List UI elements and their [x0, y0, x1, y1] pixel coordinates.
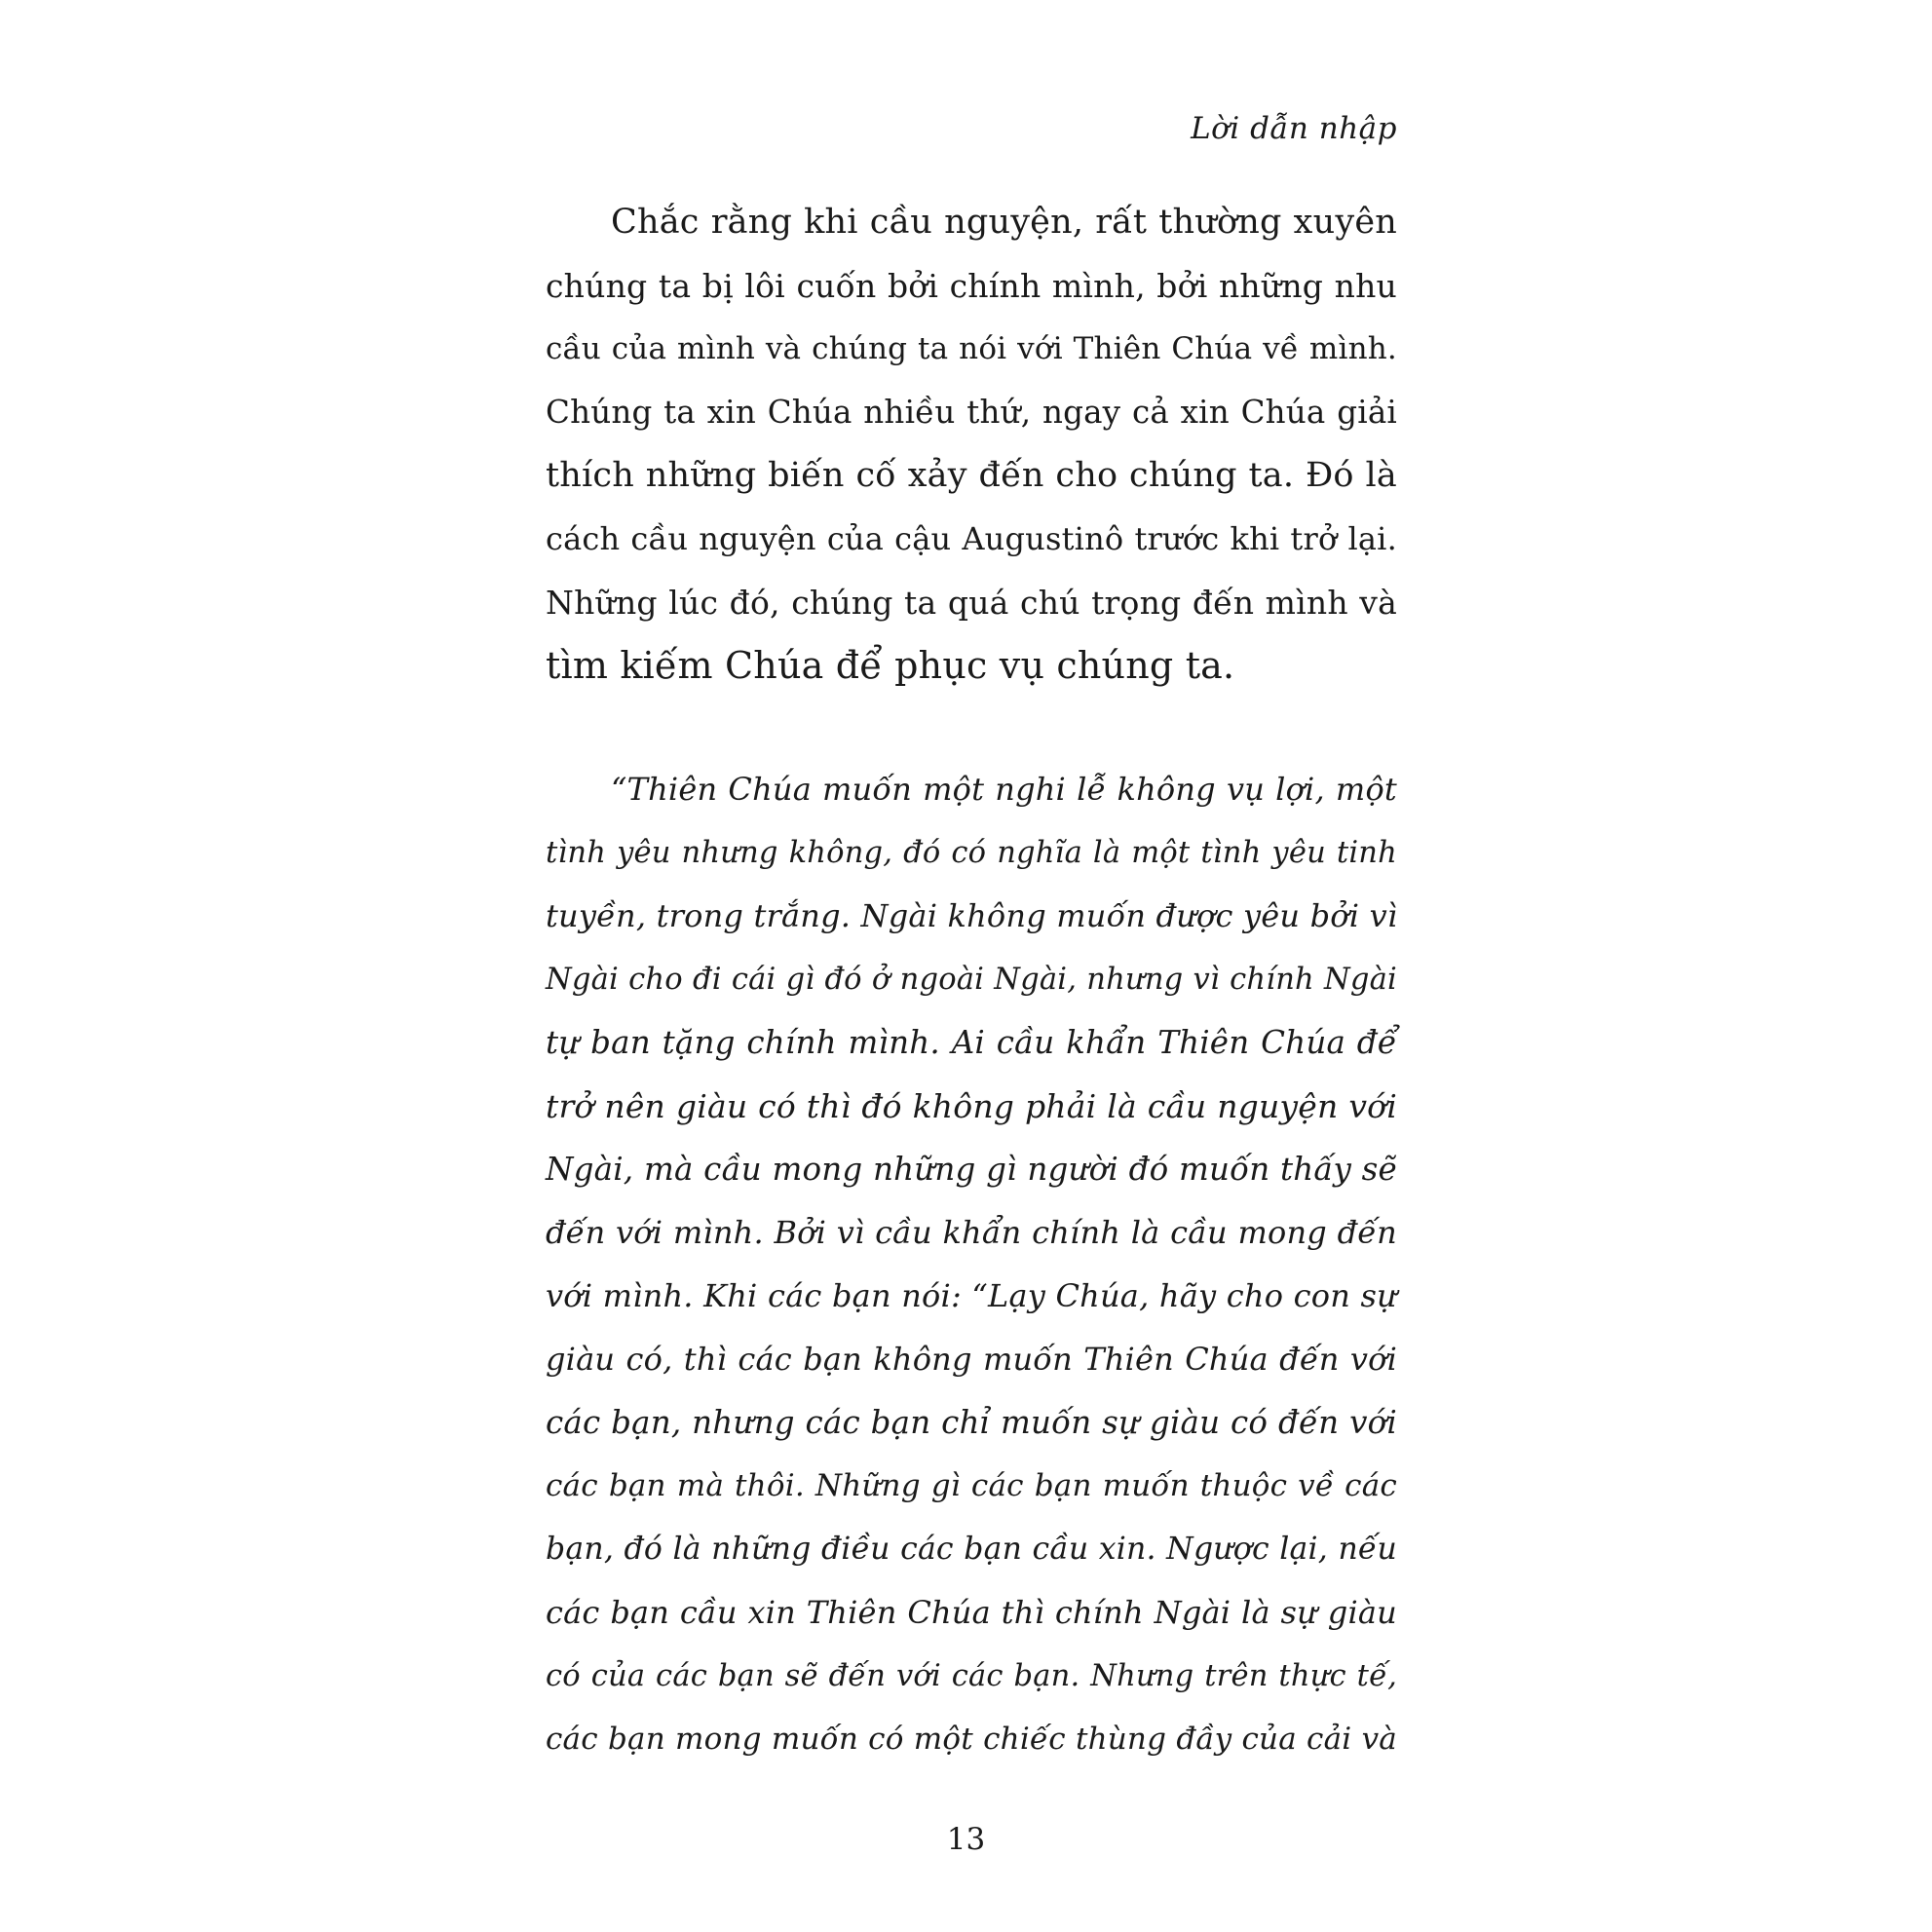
text-line: Ngài cho đi cái gì đó ở ngoài Ngài, nhưng vì chính Ngài — [546, 963, 1397, 997]
text-line: các bạn cầu xin Thiên Chúa thì chính Ngài là sự giàu — [546, 1594, 1397, 1631]
text-line: cầu của mình và chúng ta nói với Thiên Chúa về mình. — [546, 331, 1397, 366]
text-line: bạn, đó là những điều các bạn cầu xin. Ngược lại, nếu — [546, 1532, 1397, 1567]
text-line: các bạn mà thôi. Những gì các bạn muốn thuộc về các — [546, 1468, 1397, 1503]
text-line: thích những biến cố xảy đến cho chúng ta. Đó là — [546, 456, 1397, 495]
text-line: các bạn mong muốn có một chiếc thùng đầy của cải và — [546, 1722, 1397, 1757]
text-line: cách cầu nguyện của cậu Augustinô trước khi trở lại. — [546, 520, 1397, 557]
text-line: giàu có, thì các bạn không muốn Thiên Chúa đến với — [546, 1341, 1397, 1378]
text-line: tình yêu nhưng không, đó có nghĩa là một tình yêu tinh — [546, 836, 1397, 870]
text-line: tìm kiếm Chúa để phục vụ chúng ta. — [546, 644, 1235, 687]
text-line: Chúng ta xin Chúa nhiều thứ, ngay cả xin Chúa giải — [546, 394, 1397, 431]
text-line: Ngài, mà cầu mong những gì người đó muốn thấy sẽ — [546, 1151, 1397, 1188]
text-line: Những lúc đó, chúng ta quá chú trọng đến mình và — [546, 584, 1397, 622]
text-line: có của các bạn sẽ đến với các bạn. Nhưng trên thực tế, — [546, 1659, 1397, 1693]
text-line: chúng ta bị lôi cuốn bởi chính mình, bởi những nhu — [546, 267, 1397, 305]
text-line: tuyền, trong trắng. Ngài không muốn được yêu bởi vì — [546, 897, 1398, 934]
text-line: Chắc rằng khi cầu nguyện, rất thường xuyên — [611, 203, 1397, 242]
paragraph-body — [546, 191, 1397, 698]
running-header: Lời dẫn nhập — [1191, 111, 1397, 146]
text-line: “Thiên Chúa muốn một nghi lễ không vụ lợi, một — [611, 771, 1397, 808]
text-line: trở nên giàu có thì đó không phải là cầu nguyện với — [546, 1087, 1397, 1125]
page-number: 13 — [946, 1822, 986, 1857]
text-line: tự ban tặng chính mình. Ai cầu khẩn Thiên Chúa để — [546, 1024, 1397, 1061]
text-line: với mình. Khi các bạn nói: “Lạy Chúa, hãy cho con sự — [546, 1277, 1397, 1314]
text-line: các bạn, nhưng các bạn chỉ muốn sự giàu có đến với — [546, 1404, 1397, 1441]
paragraph-quote — [546, 758, 1397, 1771]
text-line: đến với mình. Bởi vì cầu khẩn chính là cầu mong đến — [546, 1214, 1397, 1251]
